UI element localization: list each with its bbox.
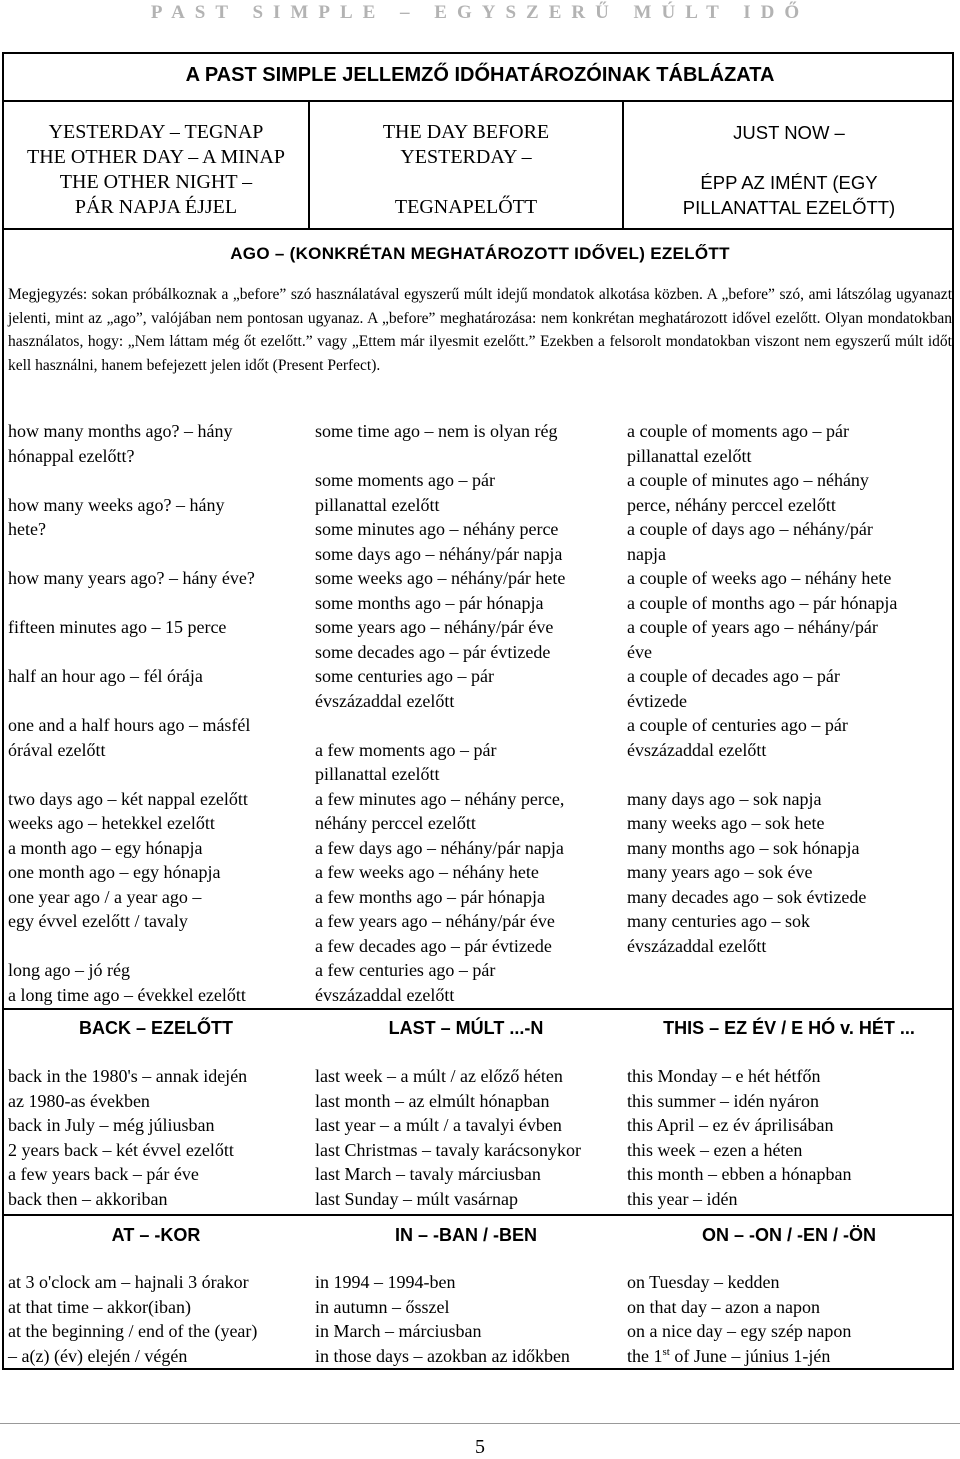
- section-heading-at: AT – -KOR: [111, 1225, 201, 1245]
- list-item: some years ago – néhány/pár éve: [315, 617, 554, 637]
- list-item: perce, néhány perccel ezelőtt: [627, 494, 836, 515]
- list-item: on that day – azon a napon: [627, 1296, 820, 1317]
- list-item: how many years ago? – hány éve?: [8, 568, 255, 588]
- list-item: évtizede: [627, 690, 687, 711]
- list-item: évszázaddal ezelőtt: [627, 935, 767, 956]
- list-item: some weeks ago – néhány/pár hete: [315, 568, 566, 588]
- list-item: [8, 689, 308, 714]
- list-item: a couple of centuries ago – pár: [627, 715, 848, 735]
- list-item: many centuries ago – sok: [627, 911, 810, 931]
- list-item: one month ago – egy hónapja: [8, 862, 221, 882]
- list-item: az 1980-as években: [8, 1090, 150, 1111]
- ordinal-suffix: st: [662, 1345, 670, 1358]
- list-item: a few months ago – pár hónapja: [315, 886, 545, 907]
- list-item: néhány perccel ezelőtt: [315, 813, 476, 833]
- list-item: [315, 444, 620, 469]
- list-item: a couple of decades ago – pár: [627, 666, 840, 686]
- list-item: a few years ago – néhány/pár éve: [315, 911, 555, 931]
- list-item: [8, 934, 308, 959]
- text-line: THE DAY BEFORE: [382, 121, 550, 143]
- list-item: a couple of days ago – néhány/pár: [627, 519, 873, 539]
- list-item: a few decades ago – pár évtizede: [315, 935, 552, 956]
- list-item: [315, 713, 620, 738]
- text-line: [310, 170, 622, 195]
- divider: [2, 100, 954, 102]
- section-heading-this: THIS – EZ ÉV / E HÓ v. HÉT ...: [663, 1018, 915, 1038]
- list-item: last year – a múlt / a tavalyi évben: [315, 1115, 562, 1135]
- list-item: last Sunday – múlt vasárnap: [315, 1188, 518, 1209]
- list-item: long ago – jó rég: [8, 960, 130, 980]
- list-item: last March – tavaly márciusban: [315, 1164, 541, 1184]
- text-line: ÉPP AZ IMÉNT (EGY: [700, 172, 878, 193]
- list-item: pillanattal ezelőtt: [627, 445, 752, 466]
- last-column: [315, 1064, 620, 1211]
- list-item: a few days ago – néhány/pár napja: [315, 837, 564, 858]
- list-item: many weeks ago – sok hete: [627, 813, 825, 833]
- at-column: [8, 1270, 308, 1368]
- list-item: in March – márciusban: [315, 1321, 482, 1341]
- list-item: some days ago – néhány/pár napja: [315, 543, 563, 564]
- list-item: fifteen minutes ago – 15 perce: [8, 617, 227, 637]
- list-item: a few centuries ago – pár: [315, 960, 496, 980]
- in-column: [315, 1270, 620, 1368]
- list-item: this month – ebben a hónapban: [627, 1164, 852, 1184]
- list-item: how many weeks ago? – hány: [8, 494, 225, 515]
- top-cell-3: [624, 120, 954, 220]
- list-item: some centuries ago – pár: [315, 666, 494, 686]
- on-column: [627, 1270, 952, 1368]
- section-heading-in: IN – -BAN / -BEN: [394, 1225, 537, 1245]
- list-item: a few years back – pár éve: [8, 1164, 199, 1184]
- list-item: on a nice day – egy szép napon: [627, 1321, 852, 1341]
- list-item: hónappal ezelőtt?: [8, 445, 135, 466]
- list-item: [627, 1344, 952, 1369]
- text-line: YESTERDAY –: [400, 146, 532, 168]
- list-item: many days ago – sok napja: [627, 788, 822, 809]
- list-item: last Christmas – tavaly karácsonykor: [315, 1139, 581, 1160]
- list-item: one year ago / a year ago –: [8, 886, 202, 907]
- list-item: some decades ago – pár évtizede: [315, 641, 551, 662]
- list-item: how many months ago? – hány: [8, 421, 233, 441]
- list-item: éve: [627, 641, 652, 662]
- date-text: the 1: [627, 1345, 663, 1366]
- list-item: back in July – még júliusban: [8, 1115, 215, 1135]
- this-column: [627, 1064, 952, 1211]
- list-item: at 3 o'clock am – hajnali 3 órakor: [8, 1272, 249, 1292]
- list-item: back in the 1980's – annak idején: [8, 1066, 248, 1086]
- ago-column-3: [627, 419, 952, 958]
- list-item: this summer – idén nyáron: [627, 1090, 819, 1111]
- text-line: THE OTHER NIGHT –: [59, 171, 253, 193]
- list-item: évszázaddal ezelőtt: [315, 984, 455, 1005]
- ago-heading: AGO – (KONKRÉTAN MEGHATÁROZOTT IDŐVEL) EZELŐTT: [230, 244, 730, 263]
- list-item: on Tuesday – kedden: [627, 1272, 780, 1292]
- section-heading-on: ON – -ON / -EN / -ÖN: [701, 1225, 876, 1245]
- list-item: [8, 591, 308, 616]
- list-item: [8, 468, 308, 493]
- list-item: a couple of minutes ago – néhány: [627, 470, 869, 490]
- note-paragraph: Megjegyzés: sokan próbálkoznak a „before” szó használatával egyszerű múlt idejű mondatok alkotása közben. A „before” szó, ami látszólag ugyanazt jelenti, mint az „ago”, valójában nem pontosan ugyanaz. A „before” meghatározása: nem konkrétan meghatározott idővel ezelőtt. Olyan mondatokban használatos, hogy: „Nem láttam még őt ezelőtt.” vagy „Ettem már ilyesmit ezelőtt.” Ezekben a felsorolt mondatokban viszont nem egyszerű múlt időt kell használni, hanem befejezett jelen időt (Present Perfect).: [8, 286, 952, 374]
- list-item: in 1994 – 1994-ben: [315, 1272, 456, 1292]
- top-cell-1: [4, 120, 308, 220]
- list-item: this April – ez év áprilisában: [627, 1115, 834, 1135]
- page-header: PAST SIMPLE – EGYSZERŰ MÚLT IDŐ: [150, 2, 810, 23]
- list-item: back then – akkoriban: [8, 1188, 168, 1209]
- list-item: a month ago – egy hónapja: [8, 837, 203, 858]
- back-column: [8, 1064, 308, 1211]
- list-item: at that time – akkor(iban): [8, 1296, 191, 1317]
- list-item: some moments ago – pár: [315, 470, 495, 490]
- footer-divider: [0, 1423, 960, 1424]
- list-item: – a(z) (év) elején / végén: [8, 1345, 188, 1366]
- list-item: many months ago – sok hónapja: [627, 837, 860, 858]
- text-line: PILLANATTAL EZELŐTT): [682, 197, 896, 218]
- list-item: two days ago – két nappal ezelőtt: [8, 788, 248, 809]
- list-item: a couple of weeks ago – néhány hete: [627, 568, 892, 588]
- list-item: [627, 762, 952, 787]
- list-item: this week – ezen a héten: [627, 1139, 803, 1160]
- list-item: órával ezelőtt: [8, 739, 106, 760]
- list-item: some minutes ago – néhány perce: [315, 519, 559, 539]
- text-line: THE OTHER DAY – A MINAP: [27, 146, 285, 168]
- text-line: TEGNAPELŐTT: [394, 196, 538, 218]
- list-item: [8, 640, 308, 665]
- text-line: JUST NOW –: [733, 122, 845, 143]
- list-item: pillanattal ezelőtt: [315, 494, 440, 515]
- list-item: 2 years back – két évvel ezelőtt: [8, 1139, 234, 1160]
- list-item: a long time ago – évekkel ezelőtt: [8, 984, 246, 1005]
- list-item: this year – idén: [627, 1188, 738, 1209]
- list-item: a couple of moments ago – pár: [627, 421, 849, 441]
- list-item: in autumn – ősszel: [315, 1296, 450, 1317]
- date-text: of June – június 1-jén: [669, 1345, 831, 1366]
- text-line: YESTERDAY – TEGNAP: [48, 121, 264, 143]
- list-item: [8, 762, 308, 787]
- list-item: a few weeks ago – néhány hete: [315, 862, 539, 882]
- list-item: a couple of months ago – pár hónapja: [627, 592, 898, 613]
- list-item: at the beginning / end of the (year): [8, 1321, 258, 1341]
- list-item: in those days – azokban az időkben: [315, 1345, 570, 1366]
- list-item: a few moments ago – pár: [315, 739, 497, 760]
- list-item: [8, 542, 308, 567]
- list-item: many decades ago – sok évtizede: [627, 886, 867, 907]
- list-item: a couple of years ago – néhány/pár: [627, 617, 878, 637]
- divider: [2, 228, 954, 230]
- divider: [2, 1214, 954, 1216]
- list-item: some time ago – nem is olyan rég: [315, 421, 558, 441]
- list-item: last month – az elmúlt hónapban: [315, 1090, 550, 1111]
- list-item: half an hour ago – fél órája: [8, 666, 203, 686]
- list-item: weeks ago – hetekkel ezelőtt: [8, 813, 215, 833]
- list-item: egy évvel ezelőtt / tavaly: [8, 911, 188, 931]
- section-heading-last: LAST – MÚLT ...-N: [388, 1018, 544, 1038]
- list-item: évszázaddal ezelőtt: [315, 690, 455, 711]
- table-title: A PAST SIMPLE JELLEMZŐ IDŐHATÁROZÓINAK TÁBLÁZATA: [185, 64, 775, 86]
- list-item: this Monday – e hét hétfőn: [627, 1066, 821, 1086]
- text-line: PÁR NAPJA ÉJJEL: [74, 196, 238, 218]
- ago-column-2: [315, 419, 620, 1007]
- list-item: hete?: [8, 519, 46, 539]
- page-number: 5: [475, 1436, 485, 1458]
- list-item: some months ago – pár hónapja: [315, 592, 544, 613]
- list-item: évszázaddal ezelőtt: [627, 739, 767, 760]
- list-item: many years ago – sok éve: [627, 862, 813, 882]
- text-line: [624, 145, 954, 170]
- list-item: napja: [627, 543, 666, 564]
- list-item: last week – a múlt / az előző héten: [315, 1066, 563, 1086]
- list-item: a few minutes ago – néhány perce,: [315, 788, 565, 809]
- divider: [2, 1008, 954, 1010]
- list-item: pillanattal ezelőtt: [315, 764, 440, 784]
- top-cell-2: [310, 120, 622, 220]
- list-item: one and a half hours ago – másfél: [8, 715, 251, 735]
- ago-column-1: [8, 419, 308, 1007]
- section-heading-back: BACK – EZELŐTT: [78, 1018, 233, 1038]
